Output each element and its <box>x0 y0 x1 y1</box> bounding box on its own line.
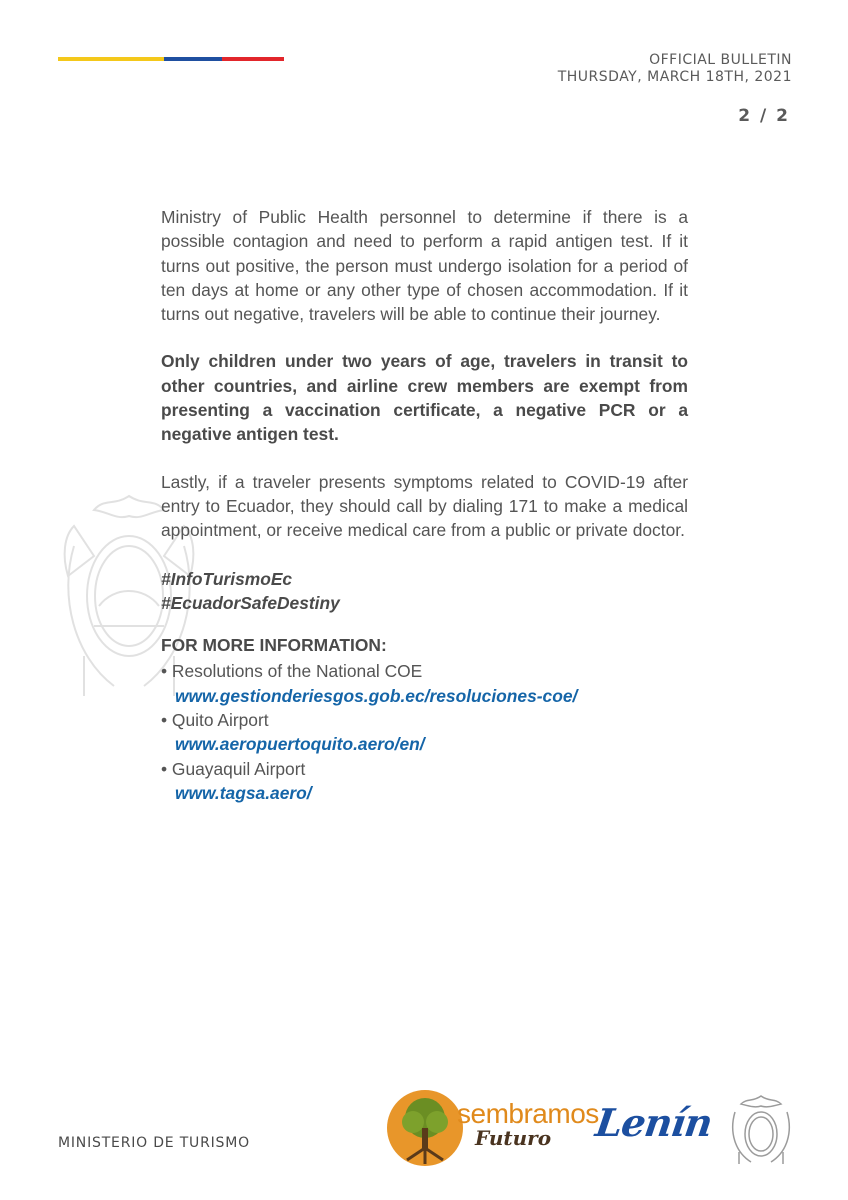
bulletin-date: THURSDAY, MARCH 18TH, 2021 <box>557 69 792 85</box>
hashtag-info-turismo[interactable]: #InfoTurismoEc <box>161 568 293 589</box>
list-item <box>161 757 688 806</box>
futuro-text: Futuro <box>475 1126 552 1150</box>
ecuador-coat-of-arms-icon <box>727 1092 795 1168</box>
link-coe-resolutions[interactable]: www.gestionderiesgos.gob.ec/resoluciones-coe/ <box>175 685 578 706</box>
sembramos-text: sembramos <box>457 1098 599 1129</box>
hashtag-ecuador-safe-destiny[interactable]: #EcuadorSafeDestiny <box>161 592 340 613</box>
page-number: 2 / 2 <box>738 106 790 126</box>
flag-yellow-segment <box>58 57 164 61</box>
ministry-name: MINISTERIO DE TURISMO <box>58 1135 250 1151</box>
hashtags <box>161 567 688 616</box>
bulletin-label: OFFICIAL BULLETIN <box>649 52 792 68</box>
more-info-title: FOR MORE INFORMATION: <box>161 635 387 656</box>
paragraph-health-personnel: Ministry of Public Health personnel to determine if there is a possible contagion and need to perform a rapid antigen test. If it turns out positive, the person must undergo isolation for a period of ten days at home or any other type of chosen accommodation. If it turns out negative, travelers will be able to continue their journey. <box>161 207 688 325</box>
link-guayaquil-airport[interactable]: www.tagsa.aero/ <box>175 782 312 803</box>
lenin-logo: Lenín <box>592 1100 715 1145</box>
link-quito-airport[interactable]: www.aeropuertoquito.aero/en/ <box>175 734 425 755</box>
sembramos-tree-icon <box>385 1088 465 1168</box>
list-item <box>161 659 688 708</box>
list-item <box>161 708 688 757</box>
flag-blue-segment <box>164 57 222 61</box>
bulletin-body <box>161 205 688 805</box>
paragraph-exemptions: Only children under two years of age, travelers in transit to other countries, and airline crew members are exempt from presenting a vaccination certificate, a negative PCR or a negative antigen test. <box>161 351 688 445</box>
link-label-coe: • Resolutions of the National COE <box>161 661 422 681</box>
link-label-guayaquil: • Guayaquil Airport <box>161 759 305 779</box>
bulletin-header <box>558 52 792 86</box>
paragraph-symptoms: Lastly, if a traveler presents symptoms related to COVID-19 after entry to Ecuador, they should call by dialing 171 to make a medical appointment, or receive medical care from a public or private doctor. <box>161 471 688 541</box>
flag-color-bar <box>58 57 284 61</box>
more-info-list <box>161 659 688 805</box>
link-label-quito: • Quito Airport <box>161 710 269 730</box>
sembramos-futuro-logo <box>457 1098 599 1150</box>
flag-red-segment <box>222 57 284 61</box>
